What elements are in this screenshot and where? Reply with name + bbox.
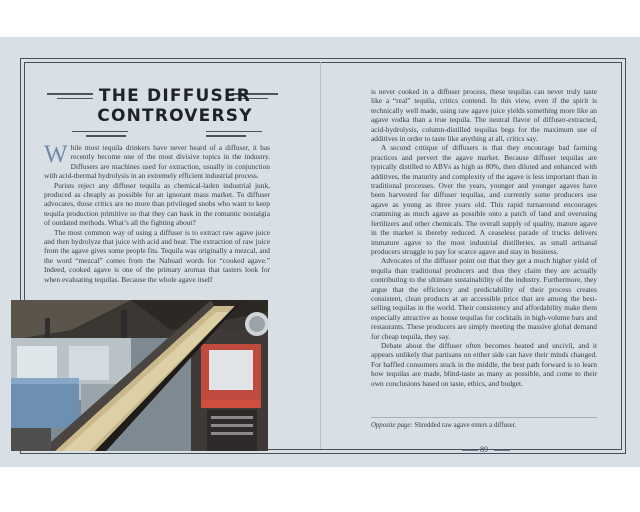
caption-text: Shredded raw agave enters a diffuser. [414, 422, 517, 429]
page-number: 89 [480, 445, 488, 454]
page-gutter [320, 62, 321, 449]
left-paragraph-3: The most common way of using a diffuser is to extract raw agave juice and then hydrolyze that juice with acid and heat. The extraction of raw juice from the agave gives some people fits. Tequila was originally a mezcal, and the word “mezcal” comes from the Nahuatl words for “cooked agave.” Indeed, cooked agave is one of the primary aromas that tasters look for when evaluating tequilas. Because the whole agave itself [44, 227, 270, 284]
agave-diffuser-photo [11, 300, 268, 451]
drop-cap: W [44, 141, 68, 168]
page-title [60, 86, 290, 126]
right-paragraph-4: Debate about the diffuser often becomes heated and uncivil, and it appears unlikely that partisans on either side can have their minds changed. For baffled consumers stuck in the middle, the best path forward is to learn how tequilas are made, blind-taste as many as possible, and come to their own conclusions based on taste, ethics, and budget. [371, 340, 597, 388]
photo-illustration [11, 300, 268, 451]
left-paragraph-2: Purists reject any diffuser tequila as chemical-laden industrial junk, produced as cheaply as possible for an ignorant mass market. To diffuser advocates, those critics are no more than privileged snobs who want to keep tequila production primitive so that they can bask in the romantic nostalgia of outdated methods. What’s all the fighting about? [44, 180, 270, 228]
right-paragraph-1: is never cooked in a diffuser process, these tequilas can never truly taste like a “real” tequila, critics contend. In this view, even if the spirit is technically well made, using raw agave juice yields something more like an agave vodka than a true tequila. The neutral flavor of diffuser-extracted, acid-hydrolysis, column-distilled tequilas begs for the maximum use of additives in order to taste like anything at all, critics say. [371, 87, 597, 144]
left-paragraph-1: While most tequila drinkers have never heard of a diffuser, it has recently become one of the most divisive topics in the industry. Diffusers are machines used for extraction, usually in conjunction with acid-thermal hydrolysis in an extremely efficient industrial process. [44, 141, 270, 181]
title-underline-left-2 [86, 135, 126, 137]
folio-rule-right [494, 450, 510, 451]
right-paragraph-3: Advocates of the diffuser point out that they get a much higher yield of tequila than traditional producers and thus they claim they are actually contributing to the ultimate sustainability of the industry. Furthermore, they argue that the efficiency and predictability of their process creates consistent, clean products at an accessible price that are among the best-selling tequilas in the world. Their consistency and affordability make them especially attractive as house tequilas for cocktails in high-volume bars and restaurants. These producers are simply meeting the massive global demand for cheap tequila, they say. [371, 256, 597, 341]
left-column-text [44, 143, 270, 284]
title-underline-right-2 [206, 135, 246, 137]
right-column-text [371, 87, 597, 388]
caption-label: Opposite page: [371, 422, 413, 429]
right-paragraph-2: A second critique of diffusers is that they encourage bad farming practices and pervert the agave market. Because diffuser tequilas are typically distilled to ABVs as high as 80%, then diluted and enhanced with additives, the maturity and complexity of the agave is less important than in traditional processes. Over the years, younger and younger agaves have been harvested for diffuser tequilas, and currently some producers use agave as young as three years old. This rapid turnaround encourages cramming as much agave as possible onto a patch of land and overusing fertilizers and other chemicals. The overall supply of quality, mature agave in the market is thereby reduced. A ceaseless parade of trucks delivers immature agave to the most industrial distilleries, as small artisanal producers struggle to pay for scarce agave and stay in business. [371, 143, 597, 256]
title-underline-left [72, 131, 128, 132]
photo-caption [371, 417, 597, 430]
title-underline-right [206, 131, 262, 132]
title-line-2: CONTROVERSY [97, 106, 253, 126]
title-line-1: THE DIFFUSER [98, 86, 252, 106]
